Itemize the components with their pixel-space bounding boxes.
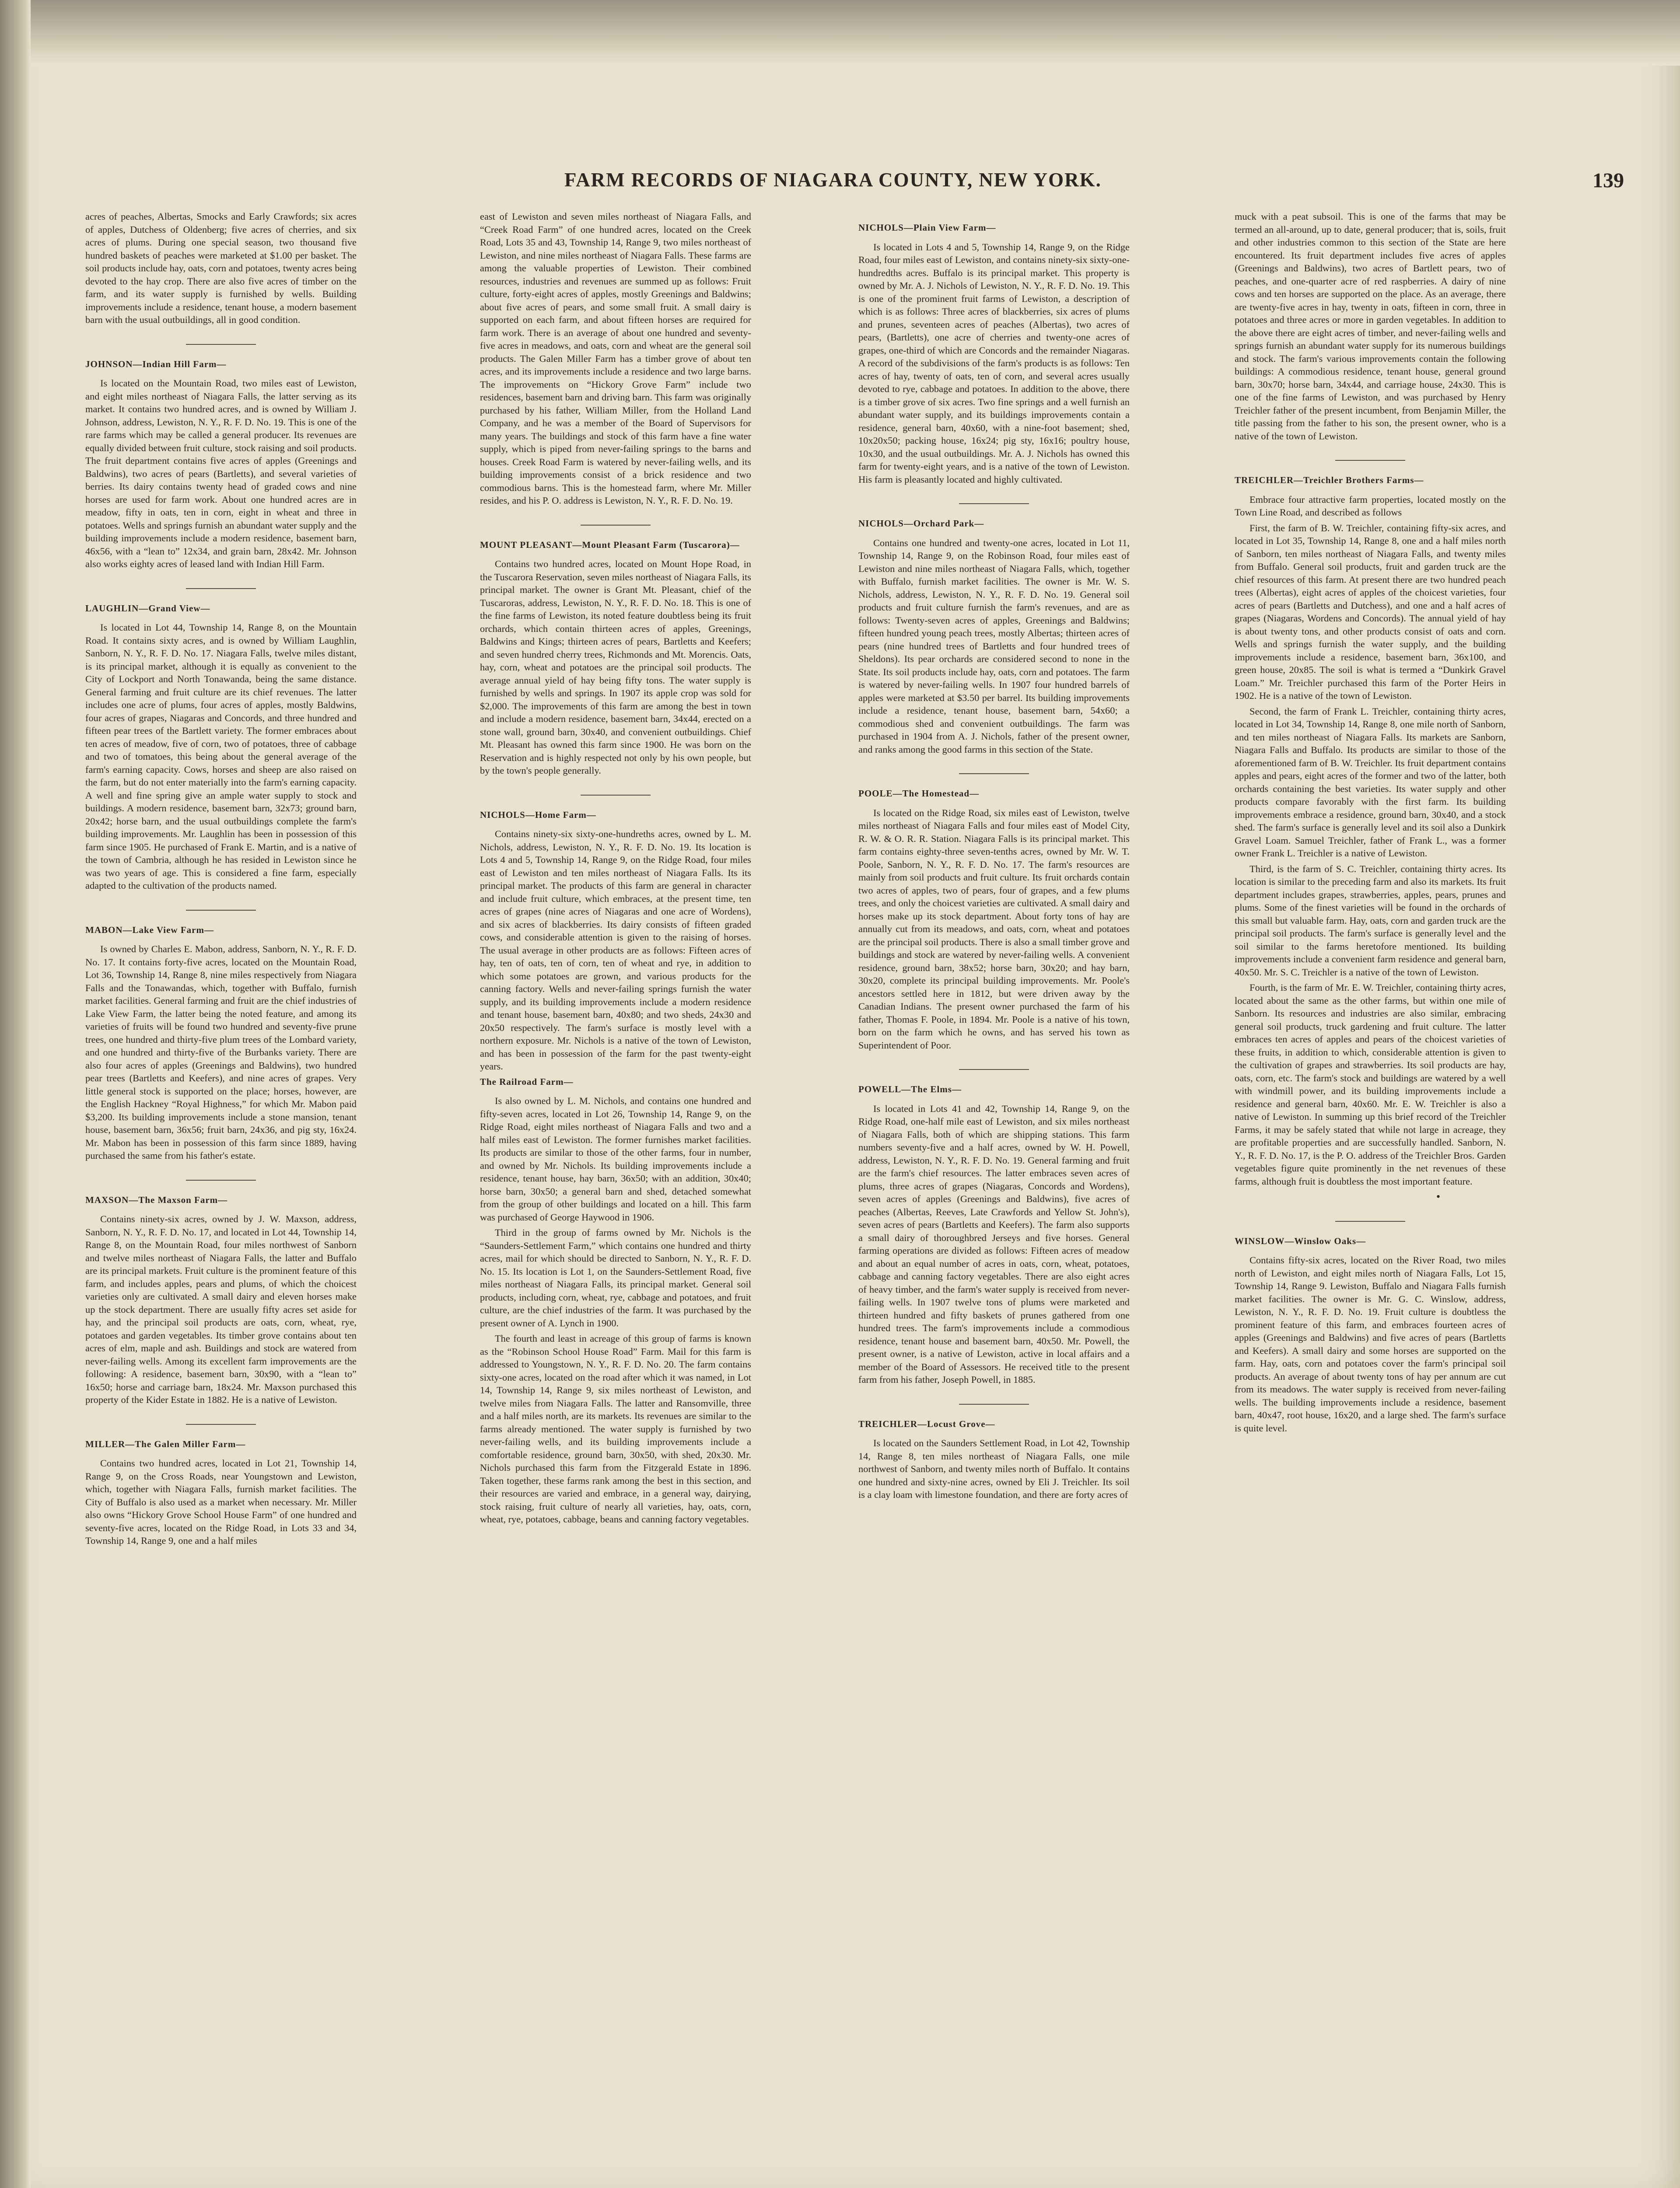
farm-description: Contains ninety-six acres, owned by J. W. Maxson, address, Sanborn, N. Y., R. F. D. No. 17, and located in Lot 44, Township 14, Range 8, on the Mountain Road, four miles northwest of Sanborn and twelve miles northeast of Niagara Falls, the latter and Buffalo are its principal markets. Fruit culture is the prominent feature of this farm, and includes apples, pears and plums, of which the choicest varieties only are cultivated. A small dairy and eleven horses make up the stock department. There are usually fifty acres set aside for hay, and the principal soil products are oats, corn, wheat, rye, potatoes and garden vegetables. Its timber grove contains about ten acres of elm, maple and ash. Buildings and stock are watered from never-failing wells. Among its excellent farm improvements are the following: A residence, basement barn, 30x90, with a “lean to” 16x50; horse and carriage barn, 18x24. Mr. Maxson purchased this property of the Kider Estate in 1882. He is a native of Lewiston. [85, 1213, 357, 1405]
section-rule [1335, 460, 1405, 461]
farm-description: The fourth and least in acreage of this group of farms is known as the “Robinson School House Road” Farm. Mail for this farm is addressed to Youngstown, N. Y., R. F. D. No. 20. The farm contains sixty-one acres, located on the road after which it was named, in Lot 14, Township 14, Range 9, six miles northeast of Lewiston, and twelve miles from Niagara Falls. The latter and Ransomville, three and a half miles north, are its markets. Its revenues are similar to the farms already mentioned. The water supply is furnished by two never-failing wells, and its building improvements include a comfortable residence, ground barn, 30x50, with shed, 20x30. Mr. Nichols purchased this farm from the Fitzgerald Estate in 1896. Taken together, these farms rank among the best in this section, and their resources are varied and embrace, in a general way, dairying, stock raising, fruit culture of nearly all varieties, hay, oats, corn, wheat, rye, potatoes, cabbage, beans and canning factory vegetables. [480, 1333, 751, 1525]
text-column-4 [1235, 210, 1506, 1437]
book-binding-shadow [0, 0, 31, 2188]
farm-description: Contains ninety-six sixty-one-hundreths acres, owned by L. M. Nichols, address, Lewiston, N. Y., R. F. D. No. 19. Its location is Lots 4 and 5, Township 14, Range 9, on the Ridge Road, four miles east of Lewiston and ten miles northeast of Niagara Falls. Its its principal market. The products of this farm are general in character and include fruit culture, which embraces, at the present time, ten acres of grapes (nine acres of Niagaras and one acre of Wordens), and six acres of blackberries. Its dairy consists of fifteen graded cows, and considerable attention is given to the raising of horses. The usual average in other products are as follows: Fifteen acres of hay, ten of oats, ten of corn, ten of wheat and rye, in addition to which some potatoes are grown, and various products for the canning factory. Wells and never-failing springs furnish the water supply, and its building improvements include a modern residence and tenant house, basement barn, 40x80; and two sheds, 24x30 and 20x50 respectively. The farm's surface is mostly level with a northern exposure. Mr. Nichols is a native of the town of Lewiston, and has been in possession of the farm for the past twenty-eight years. [480, 828, 751, 1072]
text-column-1 [85, 210, 357, 1550]
farm-heading: NICHOLS—Home Farm— [480, 809, 596, 820]
farm-heading: NICHOLS—Orchard Park— [858, 518, 984, 529]
farm-heading: TREICHLER—Treichler Brothers Farms— [1235, 475, 1424, 485]
farm-description: Is also owned by L. M. Nichols, and contains one hundred and fifty-seven acres, located in Lot 26, Township 14, Range 9, on the Ridge Road, eight miles northeast of Niagara Falls and two and a half miles east of Lewiston. The former furnishes market facilities. Its products are similar to those of the other farms, four in number, and owned by Mr. Nichols. Its building improvements include a residence, tenant house, hay barn, 36x50; with an addition, 30x40; horse barn, 30x50; a general barn and shed, detached somewhat from the group of other buildings and located on a hill. This farm was purchased of George Haywood in 1906. [480, 1095, 751, 1223]
farm-description: First, the farm of B. W. Treichler, containing fifty-six acres, and located in Lot 35, Township 14, Range 8, one and a half miles north of Sanborn, ten miles northeast of Niagara Falls, and twenty miles from Buffalo. General soil products, fruit and garden truck are the chief resources of this farm. At present there are two hundred peach trees (Albertas), eight acres of apples of the choicest varieties, four acres of pears (Bartletts and Dutchess), and one and a half acres of grapes (Niagaras, Wordens and Concords). The annual yield of hay is about twenty tons, and other products consist of oats and corn. Wells and springs furnish the water supply, and the building improvements include a residence, basement barn, 36x100, and green house, 20x85. The soil is what is termed a “Dunkirk Gravel Loam.” Mr. Treichler purchased this farm of the Porter Heirs in 1902. He is a native of the town of Lewiston. [1235, 522, 1506, 701]
farm-description: Is located in Lot 44, Township 14, Range 8, on the Mountain Road. It contains sixty acres, and is owned by William Laughlin, Sanborn, N. Y., R. F. D. No. 17. Niagara Falls, twelve miles distant, is its principal market, although it is equally as convenient to the City of Lockport and North Tonawanda, being the same distance. General farming and fruit culture are its chief revenues. The latter includes one acre of plums, four acres of apples, mostly Baldwins, four acres of grapes, Niagaras and Concords, and three hundred and fifteen pear trees of the Bartlett variety. The former embraces about ten acres of meadow, five of corn, two of potatoes, three of cabbage and two of tomatoes, this being about the general average of the farm's earning capacity. Cows, horses and sheep are also raised on the farm, but do not enter materially into the farm's earning capacity. A well and fine spring give an ample water supply to stock and buildings. A modern residence, basement barn, 32x73; ground barn, 20x42; horse barn, and the usual outbuildings complete the farm's building improvements. Mr. Laughlin has been in possession of this farm since 1905. He purchased of Frank E. Martin, and is a native of the town of Cambria, although he has resided in Lewiston since he was two years of age. This is considered a fine farm, especially adapted to the cultivation of the products named. [85, 622, 357, 891]
farm-subheading: The Railroad Farm— [480, 1076, 574, 1087]
farm-heading: MOUNT PLEASANT—Mount Pleasant Farm (Tuscarora)— [480, 539, 740, 550]
farm-heading: TREICHLER—Locust Grove— [858, 1418, 995, 1429]
section-rule [186, 344, 256, 345]
stray-dot: • [1436, 1190, 1440, 1203]
farm-description: Third in the group of farms owned by Mr. Nichols is the “Saunders-Settlement Farm,” which contains one hundred and thirty acres, mail for which should be directed to Sanborn, N. Y., R. F. D. No. 15. Its location is Lot 1, on the Saunders-Settlement Road, five miles northeast of Niagara Falls, its principal market. General soil products, including corn, wheat, rye, cabbage and potatoes, and fruit culture, are the chief industries of the farm. It was purchased by the present owner of A. Lynch in 1900. [480, 1227, 751, 1329]
farm-description: Contains fifty-six acres, located on the River Road, two miles north of Lewiston, and eight miles north of Niagara Falls, Lot 15, Township 14, Range 9. Lewiston, Buffalo and Niagara Falls furnish market facilities. The owner is Mr. G. C. Winslow, address, Lewiston, N. Y., R. F. D. No. 19. Fruit culture is doubtless the prominent feature of this farm, and embraces fourteen acres of apples (Greenings and Baldwins) and five acres of pears (Bartletts and Keefers). A small dairy and some horses are supported on the farm. Hay, oats, corn and potatoes cover the farm's principal soil products. An average of about twenty tons of hay per annum are cut from its meadows. The water supply is received from never-failing wells. The building improvements include a residence, basement barn, 40x47, root house, 16x20, and a large shed. The farm's surface is quite level. [1235, 1255, 1506, 1434]
farm-description: Second, the farm of Frank L. Treichler, containing thirty acres, located in Lot 34, Township 14, Range 8, one mile north of Sanborn, and ten miles northeast of Niagara Falls. Its markets are Sanborn, Niagara Falls and Buffalo. Its products are similar to those of the aforementioned farm of B. W. Treichler. Its fruit department contains apples and pears, eight acres of the former and two of the latter, both orchards containing the best varieties. Its water supply and other products compare favorably with the first farm. Its building improvements embrace a residence, ground barn, 30x40, and a stock shed. The farm's surface is generally level and its soil also a Dunkirk Gravel Loam. Samuel Treichler, father of Frank L., was a former owner Frank L. Treichler is a native of Lewiston. [1235, 705, 1506, 859]
section-rule [581, 525, 651, 526]
farm-heading: LAUGHLIN—Grand View— [85, 603, 210, 614]
section-rule [959, 1069, 1029, 1070]
farm-heading: NICHOLS—Plain View Farm— [858, 222, 996, 233]
continued-paragraph: muck with a peat subsoil. This is one of the farms that may be termed an all-around, up to date, general producer; that is, soils, fruit and other industries common to this section of the State are here encountered. Its fruit department includes five acres of apples (Greenings and Baldwins), two acres of Bartlett pears, two of peaches, and one-quarter acre of red raspberries. A dairy of nine cows and ten horses are supported on the place. As an average, there are twenty-five acres in hay, twenty in oats, fifteen in corn, three in potatoes and three acres or more in garden vegetables. In addition to the above there are eight acres of timber, and never-failing wells and springs furnish an abundant water supply for its numerous buildings and stock. The farm's various improvements contain the following buildings: A commodious residence, tenant house, general ground barn, 30x70; horse barn, 34x44, and carriage house, 24x30. This is one of the fine farms of Lewiston, and was purchased by Henry Treichler father of the present incumbent, from Benjamin Miller, the title passing from the father to his son, the present owner, who is a native of the town of Lewiston. [1235, 211, 1506, 442]
section-rule [186, 588, 256, 589]
farm-description: Is located on the Mountain Road, two miles east of Lewiston, and eight miles northeast of Niagara Falls, the latter serving as its market. It contains two hundred acres, and is owned by William J. Johnson, address, Lewiston, N. Y., R. F. D. No. 19. This is one of the rare farms which may be called a general producer. Its revenues are equally divided between fruit culture, stock raising and soil products. The fruit department contains five acres of apples (Greenings and Baldwins), two acres of pears (Bartletts), and several varieties of berries. Its dairy contains twenty head of graded cows and nine horses are used for farm work. About one hundred acres are in meadow, fifty in oats, ten in corn, eight in wheat and three in potatoes. Wells and springs furnish an abundant water supply and the building improvements include a modern residence, basement barn, 46x56, with a “lean to” 12x34, and grain barn, 28x42. Mr. Johnson also works eighty acres of leased land with Indian Hill Farm. [85, 378, 357, 569]
farm-description: Contains two hundred acres, located in Lot 21, Township 14, Range 9, on the Cross Roads, near Youngstown and Lewiston, which, together with Niagara Falls, furnish market facilities. The City of Buffalo is also used as a market when necessary. Mr. Miller also owns “Hickory Grove School House Farm” of one hundred and seventy-five acres, located on the Ridge Road, in Lots 33 and 34, Township 14, Range 9, one and a half miles [85, 1458, 357, 1546]
farm-heading: WINSLOW—Winslow Oaks— [1235, 1235, 1366, 1246]
farm-description: Is located on the Saunders Settlement Road, in Lot 42, Township 14, Range 8, ten miles northeast of Niagara Falls, one mile northwest of Sanborn, and twenty miles north of Buffalo. It contains one hundred and sixty-nine acres, owned by Eli J. Treichler. Its soil is a clay loam with limestone foundation, and there are forty acres of [858, 1438, 1130, 1500]
farm-description: Is located in Lots 41 and 42, Township 14, Range 9, on the Ridge Road, one-half mile east of Lewiston, and six miles northeast of Niagara Falls, both of which are shipping stations. This farm numbers seventy-five and a half acres, owned by W. H. Powell, address, Lewiston, N. Y., R. F. D. No. 19. General farming and fruit are the farm's chief resources. The latter embraces seven acres of plums, three acres of grapes (Niagaras, Concords and Wordens), seven acres of apples (Greenings and Baldwins), five acres of peaches (Albertas, Reeves, Late Crawfords and Yellow St. John's), seven acres of pears (Bartletts and Keefers). The farm also supports a small dairy of thoroughbred Jerseys and five horses. General farming operations are divided as follows: Fifteen acres of meadow and about an equal number of acres in oats, corn, wheat, potatoes, cabbage and canning factory vegetables. There are also eight acres of heavy timber, and the farm's water supply is received from never-failing wells. In 1907 twelve tons of plums were marketed and thirteen hundred and fifty baskets of prunes gathered from one hundred trees. The farm's improvements include a commodious residence, tenant house and basement barn, 40x50. Mr. Powell, the present owner, is a native of Lewiston, active in local affairs and a member of the Board of Assessors. He received title to the present farm from his father, Joseph Powell, in 1885. [858, 1103, 1130, 1385]
page-top-edge [0, 0, 1680, 66]
section-rule [581, 795, 651, 796]
farm-description: Contains one hundred and twenty-one acres, located in Lot 11, Township 14, Range 9, on the Robinson Road, four miles east of Lewiston and nine miles northeast of Niagara Falls, which, together with Buffalo, furnish market facilities. The owner is Mr. W. S. Nichols, address, Lewiston, N. Y., R. F. D. No. 19. General soil products and fruit culture furnish the farm's revenues, and are as follows: Twenty-seven acres of apples, Greenings and Baldwins; fifteen hundred young peach trees, mostly Albertas; thirteen acres of pears (nine hundred trees of Bartletts and four hundred trees of Sheldons). Its pear orchards are considered second to none in the State. Its soil products include hay, oats, corn and potatoes. The farm is watered by never-failing wells. In 1907 four hundred barrels of apples were marketed at $3.50 per barrel. Its building improvements include a residence, tenant house, basement barn, 54x60; a commodious shed and convenient outbuildings. The farm was purchased in 1904 from A. J. Nichols, father of the present owner, and ranks among the good farms in this section of the State. [858, 537, 1130, 755]
farm-description: Fourth, is the farm of Mr. E. W. Treichler, containing thirty acres, located about the same as the other farms, but within one mile of Sanborn. Its resources and industries are also similar, embracing general soil products, truck gardening and fruit culture. The latter embraces ten acres of apples and pears of the choicest varieties of these fruits, in addition to which, considerable attention is given to the cultivation of grapes and strawberries. Its soil products are hay, oats, corn, etc. The farm's stock and buildings are watered by a well with windmill power, and its building improvements include a residence and general barn, 40x60. Mr. E. W. Treichler is also a native of Lewiston. In summing up this brief record of the Treichler Farms, it may be safely stated that while not large in acreage, they are profitable properties and are successfully handled. Sanborn, N. Y., R. F. D. No. 17, is the P. O. address of the Treichler Bros. Garden vegetables figure quite prominently in the net revenues of these farms, although fruit is doubtless the most important feature. [1235, 982, 1506, 1187]
farm-heading: MILLER—The Galen Miller Farm— [85, 1438, 246, 1449]
farm-heading: POWELL—The Elms— [858, 1084, 962, 1094]
section-rule [959, 773, 1029, 774]
running-head: FARM RECORDS OF NIAGARA COUNTY, NEW YORK. [564, 169, 1102, 191]
section-rule [186, 910, 256, 911]
farm-description: Embrace four attractive farm properties, located mostly on the Town Line Road, and described as follows [1235, 494, 1506, 518]
section-rule [959, 503, 1029, 504]
farm-description: Is owned by Charles E. Mabon, address, Sanborn, N. Y., R. F. D. No. 17. It contains forty-five acres, located on the Mountain Road, Lot 36, Township 14, Range 8, nine miles respectively from Niagara Falls and the Tonawandas, which, together with Buffalo, furnish market facilities. General farming and fruit are the chief industries of Lake View Farm, the latter being the noted feature, and among its varieties of fruits will be found two hundred and seventy-five prune trees, one hundred and thirty-five plum trees of the Lombard variety, and one hundred and thirty-five of the Burbanks variety. There are also four acres of apples (Greenings and Baldwins), two hundred pear trees (Bartletts and Keefers), and nine acres of grapes. Very little general stock is supported on the place; horses, however, are the English Hackney “Royal Highness,” for which Mr. Mabon paid $3,200. Its building improvements include a stone mansion, tenant house, basement barn, 36x56; fruit barn, 24x36, and pig sty, 16x24. Mr. Mabon has been in possession of this farm since 1889, having purchased the same from his father's estate. [85, 943, 357, 1161]
farm-heading: JOHNSON—Indian Hill Farm— [85, 358, 227, 369]
page-number: 139 [1592, 169, 1624, 192]
farm-heading: POOLE—The Homestead— [858, 788, 980, 799]
farm-description: Is located on the Ridge Road, six miles east of Lewiston, twelve miles northeast of Niagara Falls and four miles east of Model City, R. W. & O. R. R. Station. Niagara Falls is its principal market. This farm contains eighty-three seven-tenths acres, owned by Mr. W. T. Poole, Sanborn, N. Y., R. F. D. No. 17. The farm's resources are mainly from soil products and fruit culture. Its fruit orchards contain two acres of apples, two of pears, four of grapes, and a few plums trees, and only the choicest varieties are cultivated. A small dairy and horses make up its stock department. About forty tons of hay are annually cut from its meadows, and oats, corn, wheat and potatoes are the principal soil products. There is also a small timber grove and buildings and stock are watered by never-failing wells. A convenient residence, ground barn, 38x52; horse barn, 30x20; and hay barn, 30x20, complete its principal building improvements. Mr. Poole's ancestors settled here in 1812, but were driven away by the Canadian Indians. The present owner purchased the farm of his father, Thomas F. Poole, in 1894. Mr. Poole is a native of his town, born on the farm which he owns, and has served his town as Superintendent of Poor. [858, 807, 1130, 1051]
farm-description: Third, is the farm of S. C. Treichler, containing thirty acres. Its location is similar to the preceding farm and also its markets. Its fruit department includes grapes, strawberries, apples, pears, prunes and plums. Some of the finest varieties will be found in the orchards of this small but valuable farm. Hay, oats, corn and garden truck are the principal soil products. The farm's surface is generally level and the soil similar to the farms heretofore mentioned. Its building improvements include a convenient farm residence and general barn, 40x50. Mr. S. C. Treichler is a native of the town of Lewiston. [1235, 863, 1506, 978]
farm-heading: MABON—Lake View Farm— [85, 924, 214, 935]
continued-paragraph: acres of peaches, Albertas, Smocks and Early Crawfords; six acres of apples, Dutchess of Oldenberg; five acres of cherries, and six acres of plums. During one special season, two thousand five hundred baskets of peaches were marketed at $1.00 per basket. The soil products include hay, oats, corn and potatoes, twenty acres being devoted to the hay crop. There are also five acres of timber on the farm, and its water supply is furnished by wells. Building improvements include a residence, tenant house, a modern basement barn with the usual outbuildings, all in good condition. [85, 211, 357, 325]
section-rule [959, 1404, 1029, 1405]
farm-description: Is located in Lots 4 and 5, Township 14, Range 9, on the Ridge Road, four miles east of Lewiston, and contains ninety-six sixty-one-hundredths acres. Buffalo is its principal market. This property is owned by Mr. A. J. Nichols of Lewiston, N. Y., R. F. D. No. 19. This is one of the prominent fruit farms of Lewiston, a description of which is as follows: Three acres of blackberries, six acres of plums and prunes, seventeen acres of peaches (Albertas), two acres of pears, (Bartletts), one acre of cherries and twenty-one acres of grapes, one-third of which are Concords and the remainder Niagaras. A record of the subdivisions of the farm's products is as follows: Ten acres of hay, twenty of oats, ten of corn, and several acres usually devoted to rye, cabbage and potatoes. In addition to the above, there is a timber grove of six acres. Two fine springs and a well furnish an abundant water supply, and its buildings improvements contain a residence, general barn, 40x60, with a nine-foot basement; shed, 10x20x50; packing house, 16x24; pig sty, 16x16; poultry house, 10x30, and the usual outbuildings. Mr. A. J. Nichols has owned this farm for twenty-eight years, and is a native of the town of Lewiston. His farm is pleasantly located and highly cultivated. [858, 241, 1130, 485]
farm-description: Contains two hundred acres, located on Mount Hope Road, in the Tuscarora Reservation, seven miles northeast of Niagara Falls, its principal market. The owner is Grant Mt. Pleasant, chief of the Tuscaroras, address, Lewiston, N. Y., R. F. D. No. 18. This is one of the fine farms of Lewiston, its noted feature doubtless being its fruit orchards, which contain thirteen acres of apples, Greenings, Baldwins and Kings; thirteen acres of pears, Bartletts and Keefers; and seven hundred cherry trees, Richmonds and Mt. Morencis. Oats, hay, corn, wheat and potatoes are the principal soil products. The average annual yield of hay being fifty tons. The water supply is furnished by wells and springs. In 1907 its apple crop was sold for $2,000. The improvements of this farm are among the best in town and include a modern residence, basement barn, 34x44, erected on a stone wall, ground barn, 30x40, and convenient outbuildings. Chief Mt. Pleasant has owned this farm since 1900. He was born on the Reservation and is highly respected not only by his own people, but by the town's people generally. [480, 558, 751, 776]
text-column-3 [858, 210, 1130, 1504]
section-rule [186, 1180, 256, 1181]
text-column-2 [480, 210, 751, 1529]
continued-paragraph: east of Lewiston and seven miles northeast of Niagara Falls, and “Creek Road Farm” of one hundred acres, located on the Creek Road, Lots 35 and 43, Township 14, Range 9, two miles northeast of Lewiston, and nine miles northeast of Niagara Falls. These farms are among the valuable properties of Lewiston. Their combined resources, industries and revenues are summed up as follows: Fruit culture, forty-eight acres of apples, mostly Greenings and Baldwins; about five acres of pears, and some small fruit. A small dairy is supported on each farm, and about fifteen horses are required for farm work. There is an average of about one hundred and seventy-five acres in meadows, and oats, corn and wheat are the general soil products. The Galen Miller Farm has a timber grove of about ten acres, and its improvements include a residence and two large barns. The improvements on “Hickory Grove Farm” include two residences, basement barn and driving barn. This farm was originally purchased by his father, William Miller, from the Holland Land Company, and he was a member of the Board of Supervisors for many years. The buildings and stock of this farm have a fine water supply, which is piped from never-failing springs to the barns and houses. Creek Road Farm is watered by never-failing wells, and its building improvements consist of a brick residence and two commodious barns. This is the homestead farm, where Mr. Miller resides, and his P. O. address is Lewiston, N. Y., R. F. D. No. 19. [480, 211, 751, 506]
section-rule [1335, 1221, 1405, 1222]
section-rule [186, 1424, 256, 1425]
farm-heading: MAXSON—The Maxson Farm— [85, 1194, 228, 1205]
